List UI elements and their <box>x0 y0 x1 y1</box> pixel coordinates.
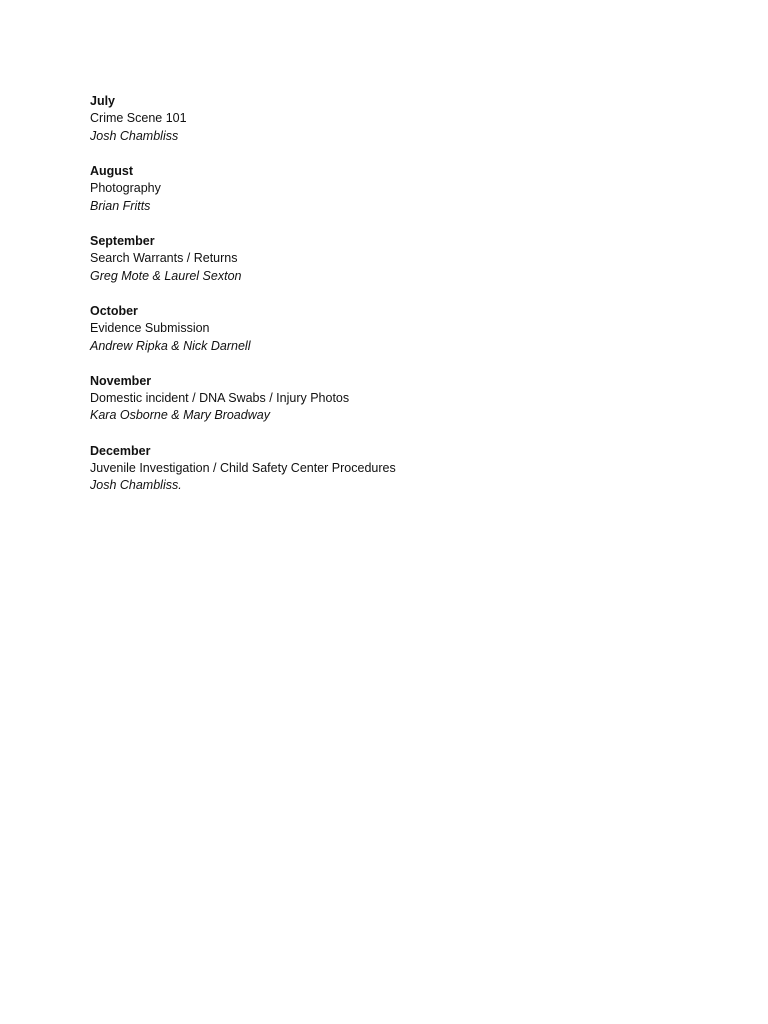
training-topic: Domestic incident / DNA Swabs / Injury Photos <box>90 391 350 406</box>
training-topic: Photography <box>90 181 161 196</box>
month-heading: November <box>90 373 152 388</box>
training-topic: Evidence Submission <box>90 321 210 336</box>
presenter-name: Greg Mote & Laurel Sexton <box>90 268 242 283</box>
training-topic: Crime Scene 101 <box>90 111 187 126</box>
schedule-entry-december <box>90 443 690 495</box>
month-heading: October <box>90 303 138 318</box>
training-topic: Search Warrants / Returns <box>90 251 238 266</box>
month-heading: September <box>90 233 155 248</box>
month-heading: August <box>90 163 134 178</box>
training-topic: Juvenile Investigation / Child Safety Center Procedures <box>90 460 396 475</box>
month-heading: July <box>90 94 116 108</box>
presenter-name: Brian Fritts <box>90 198 151 213</box>
month-heading: December <box>90 443 151 458</box>
schedule-entry-november <box>90 373 690 425</box>
schedule-entry-august <box>90 163 690 215</box>
presenter-name: Kara Osborne & Mary Broadway <box>90 408 270 423</box>
schedule-entry-october <box>90 303 690 355</box>
schedule-entry-september <box>90 233 690 285</box>
presenter-name: Josh Chambliss <box>90 128 179 143</box>
training-schedule <box>90 93 690 512</box>
schedule-entry-july <box>90 93 690 145</box>
presenter-name: Josh Chambliss. <box>90 478 182 493</box>
presenter-name: Andrew Ripka & Nick Darnell <box>90 338 251 353</box>
